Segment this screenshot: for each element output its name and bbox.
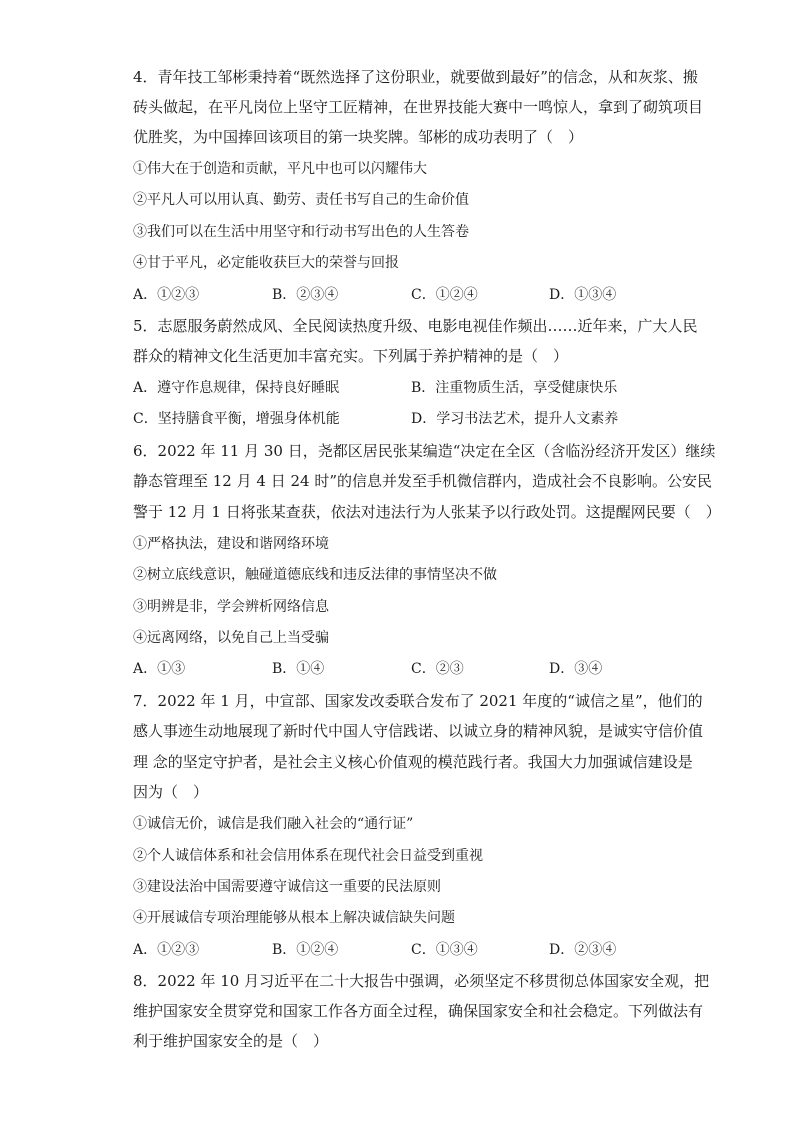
question-stem-line: 5．志愿服务蔚然成风、全民阅读热度升级、电影电视佳作频出……近年来，广大人民 <box>133 317 698 335</box>
choice-b: B．①②④ <box>272 942 339 958</box>
choice-d: D．②③④ <box>549 942 617 958</box>
choices-row <box>133 377 663 399</box>
statement-item: ②个人诚信体系和社会信用体系在现代社会日益受到重视 <box>133 848 483 864</box>
statement-item: ①伟大在于创造和贡献，平凡中也可以闪耀伟大 <box>133 161 427 177</box>
choice-a: A．①②③ <box>133 942 200 958</box>
question-stem-line: 7．2022 年 1 月，中宣部、国家发改委联合发布了 2021 年度的“诚信之星”，他们的 <box>133 692 703 710</box>
statement-item: ②平凡人可以用认真、勤劳、责任书写自己的生命价值 <box>133 192 469 208</box>
choices-row <box>133 939 663 961</box>
choice-d: D．③④ <box>549 661 603 677</box>
choice-b: B．注重物质生活，享受健康快乐 <box>411 380 618 396</box>
question-stem-line: 砖头做起，在平凡岗位上坚守工匠精神，在世界技能大赛中一鸣惊人，拿到了砌筑项目 <box>133 98 704 116</box>
choice-c: C．坚持膳食平衡，增强身体机能 <box>133 411 340 427</box>
choices-row <box>133 284 663 306</box>
question-stem-line: 6．2022 年 11 月 30 日，尧都区居民张某编造“决定在全区（含临汾经济开发区）继续 <box>133 442 716 460</box>
statement-item: ④开展诚信专项治理能够从根本上解决诚信缺失问题 <box>133 910 455 926</box>
statement-item: ①严格执法，建设和谐网络环境 <box>133 536 329 552</box>
choice-b: B．②③④ <box>272 287 339 303</box>
statement-item: ③建设法治中国需要遵守诚信这一重要的民法原则 <box>133 879 441 895</box>
question-stem-line: 静态管理至 12 月 4 日 24 时”的信息并发至手机微信群内，造成社会不良影响。公安民 <box>133 472 712 490</box>
question-stem-line: 警于 12 月 1 日将张某查获，依法对违法行为人张某予以行政处罚。这提醒网民要（ ） <box>133 503 721 521</box>
statement-item: ④甘于平凡，必定能收获巨大的荣誉与回报 <box>133 255 399 271</box>
statement-item: ①诚信无价，诚信是我们融入社会的“通行证” <box>133 816 414 832</box>
choice-d: D．学习书法艺术，提升人文素养 <box>411 411 619 427</box>
choice-a: A．①③ <box>133 661 186 677</box>
choice-d: D．①③④ <box>549 287 617 303</box>
question-stem-line: 利于维护国家安全的是（ ） <box>133 1032 329 1050</box>
statement-item: ④远离网络，以免自己上当受骗 <box>133 630 329 646</box>
question-stem-line: 因为（ ） <box>133 783 209 801</box>
choice-c: C．①②④ <box>411 287 478 303</box>
statement-item: ③明辨是非，学会辨析网络信息 <box>133 599 329 615</box>
question-stem-line: 理 念的坚定守护者，是社会主义核心价值观的模范践行者。我国大力加强诚信建设是 <box>133 753 693 771</box>
choice-c: C．①③④ <box>411 942 478 958</box>
choice-c: C．②③ <box>411 661 464 677</box>
choices-row <box>133 408 663 430</box>
choice-b: B．①④ <box>272 661 325 677</box>
question-stem-line: 感人事迹生动地展现了新时代中国人守信践诺、以诚立身的精神风貌，是诚实守信价值 <box>133 722 704 740</box>
question-stem-line: 优胜奖，为中国捧回该项目的第一块奖牌。邹彬的成功表明了（ ） <box>133 128 584 146</box>
choice-a: A．遵守作息规律，保持良好睡眠 <box>133 380 340 396</box>
question-stem-line: 8．2022 年 10 月习近平在二十大报告中强调，必须坚定不移贯彻总体国家安全观，把 <box>133 972 710 990</box>
statement-item: ③我们可以在生活中用坚守和行动书写出色的人生答卷 <box>133 224 469 240</box>
choices-row <box>133 658 663 680</box>
statement-item: ②树立底线意识，触碰道德底线和违反法律的事情坚决不做 <box>133 567 497 583</box>
choice-a: A．①②③ <box>133 287 200 303</box>
question-stem-line: 4．青年技工邹彬秉持着“既然选择了这份职业，就要做到最好”的信念，从和灰浆、搬 <box>133 68 698 86</box>
question-stem-line: 维护国家安全贯穿党和国家工作各方面全过程，确保国家安全和社会稳定。下列做法有 <box>133 1002 704 1020</box>
question-stem-line: 群众的精神文化生活更加丰富充实。下列属于养护精神的是（ ） <box>133 347 569 365</box>
